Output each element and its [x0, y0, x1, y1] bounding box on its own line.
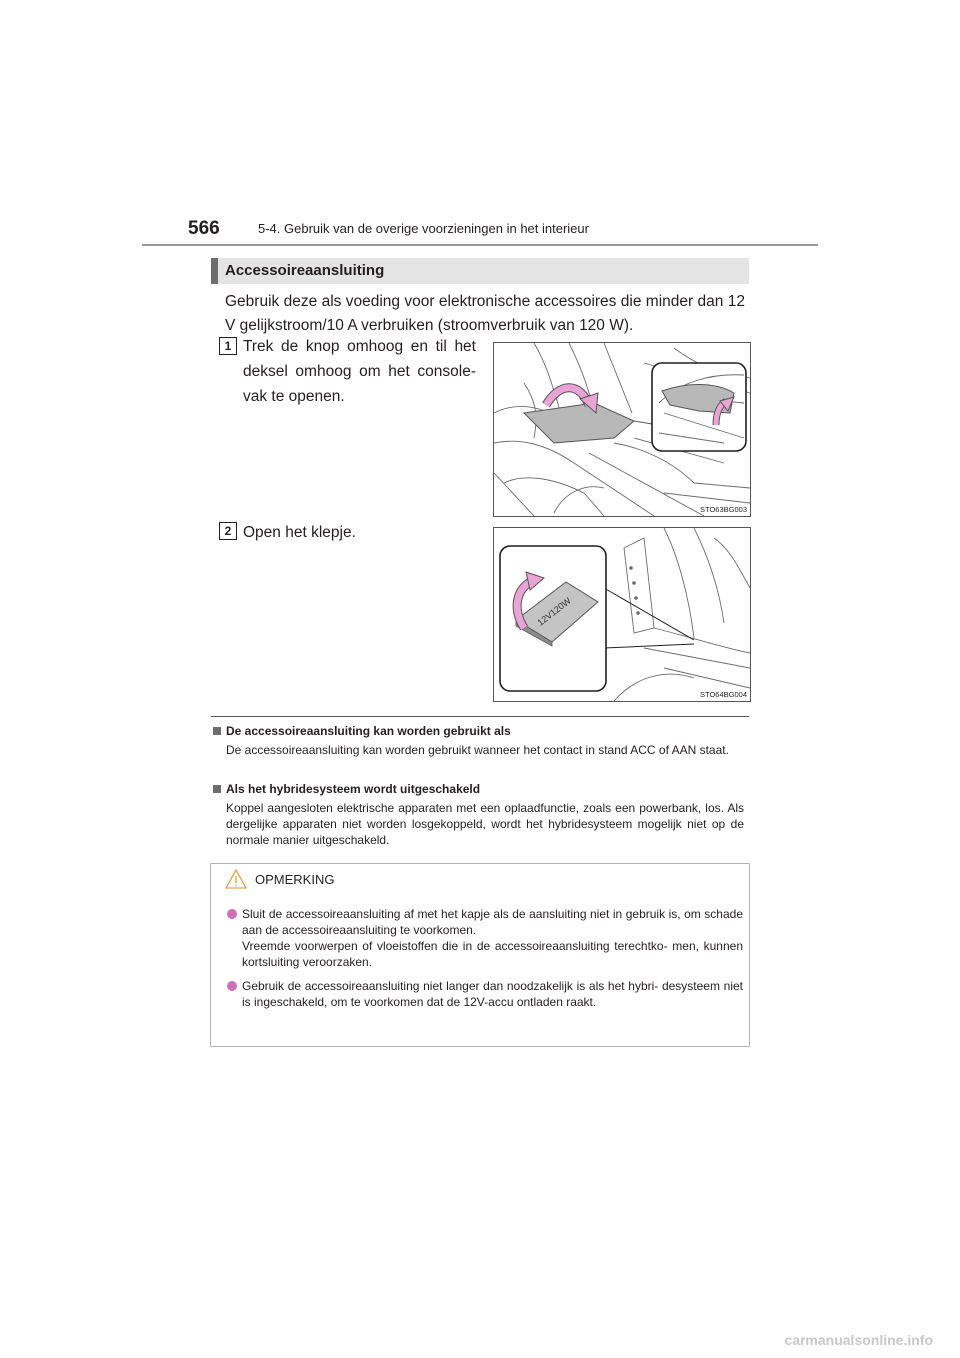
header-rule: [142, 244, 818, 246]
step-1-figure: [493, 342, 751, 517]
warning-triangle-icon: [224, 868, 248, 890]
notice-item-1-line2: Vreemde voorwerpen of vloeistoffen die in de accessoireaansluiting terechtko- men, kunnen kortsluiting veroorzaken.: [242, 939, 743, 969]
cap-label: 12V120W: [535, 595, 573, 628]
notice-item-1-line1: Sluit de accessoireaansluiting af met het kapje als de aansluiting niet in gebruik is, om schade aan de accessoireaansluiting te voorkomen.: [242, 907, 743, 937]
step-1-text: Trek de knop omhoog en til het deksel omhoog om het console- vak te openen.: [243, 338, 476, 405]
step-2-figure: [493, 527, 751, 702]
figure-code: STO63BG003: [700, 505, 747, 514]
page-title: Accessoireaansluiting: [225, 262, 385, 279]
note-2-heading-text: Als het hybridesysteem wordt uitgeschakeld: [226, 782, 481, 796]
notice-box: [210, 863, 750, 1047]
notice-label: OPMERKING: [255, 872, 335, 887]
note-2-heading: [213, 782, 480, 796]
note-1-body: De accessoireaansluiting kan worden gebruikt wanneer het contact in stand ACC of AAN staat.: [226, 743, 729, 757]
square-bullet-icon: [213, 727, 221, 735]
title-bar: [211, 258, 749, 284]
bullet-dot-icon: [227, 981, 237, 991]
intro-text: Gebruik deze als voeding voor elektronische accessoires die minder dan 12 V gelijkstroom/10 A verbruiken (stroomverbruik van 120 W).: [225, 293, 745, 334]
square-bullet-icon: [213, 785, 221, 793]
title-bar-accent: [211, 258, 218, 284]
step-2-number: 2: [219, 522, 237, 540]
section-title: 5-4. Gebruik van de overige voorzieningen in het interieur: [258, 221, 589, 236]
accessory-cap-illustration: [494, 528, 750, 701]
step-2-text: Open het klepje.: [243, 524, 356, 541]
note-2-body: Koppel aangesloten elektrische apparaten met een oplaadfunctie, zoals een powerbank, los. Als dergelijke apparaten niet worden losgekoppeld, wordt het hybridesysteem mogelijk niet op de normale manier uitgeschakeld.: [226, 801, 744, 847]
section-divider: [211, 716, 749, 717]
page-number: 566: [188, 218, 220, 239]
notice-item-2: [227, 978, 743, 1010]
footer-watermark: carmanualsonline.info: [784, 1332, 933, 1348]
notice-item-2-text: Gebruik de accessoireaansluiting niet langer dan noodzakelijk is als het hybri- desysteem niet is ingeschakeld, om te voorkomen dat de 12V-accu ontladen raakt.: [242, 979, 743, 1009]
notice-item-1: [227, 906, 743, 970]
console-lid-illustration: [494, 343, 750, 516]
figure-code: STO64BG004: [700, 690, 747, 699]
note-1-heading: [213, 724, 511, 738]
note-1-heading-text: De accessoireaansluiting kan worden gebruikt als: [226, 724, 511, 738]
step-1-number: 1: [219, 337, 237, 355]
bullet-dot-icon: [227, 909, 237, 919]
